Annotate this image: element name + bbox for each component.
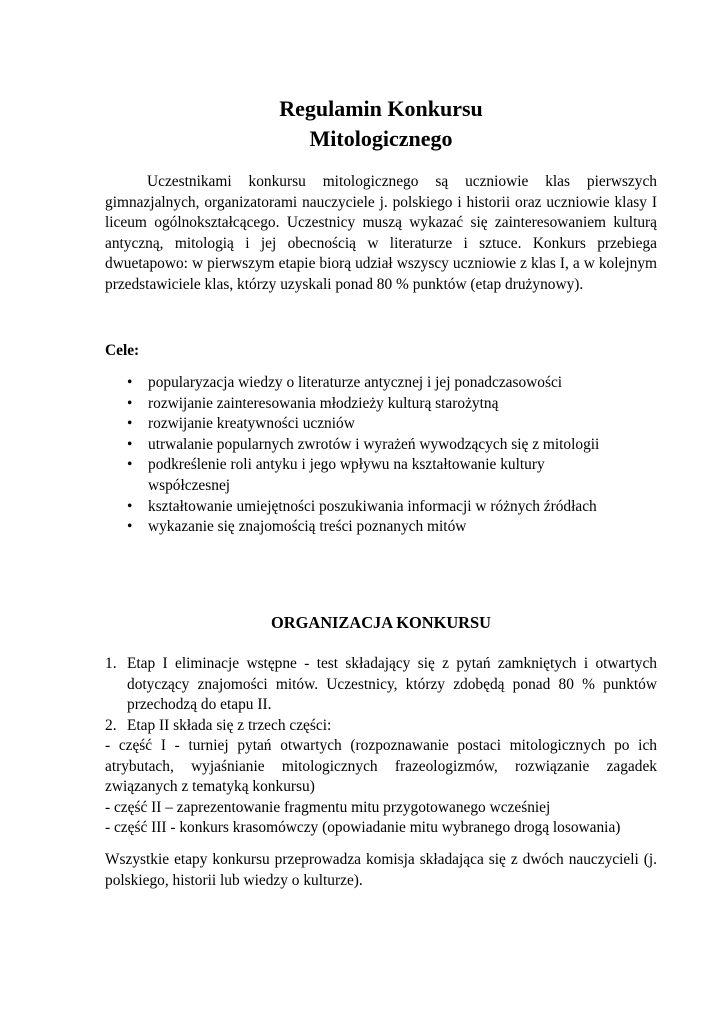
goals-list: [127, 373, 647, 538]
document-title: [105, 94, 657, 154]
closing-paragraph: Wszystkie etapy konkursu przeprowadza komisja składająca się z dwóch nauczycieli (j. polskiego, historii lub wiedzy o kulturze).: [105, 851, 657, 889]
bullet-icon: •: [127, 435, 133, 453]
intro-paragraph: Uczestnikami konkursu mitologicznego są uczniowie klas pierwszych gimnazjalnych, organizatorami nauczyciele j. polskiego i historii oraz uczniowie klasy I liceum ogólnokształcącego. Uczestnicy muszą wykazać się zainteresowaniem kulturą antyczną, mitologią i jej obecnością w literaturze i sztuce. Konkurs przebiega dwuetapowo: w pierwszym etapie biorą udział wszyscy uczniowie z klas I, a w kolejnym przedstawiciele klas, którzy uzyskali ponad 80 % punktów (etap drużynowy).: [105, 173, 657, 293]
goal-item: [127, 517, 647, 538]
organization-steps: [105, 654, 657, 839]
step-number: 2.: [105, 716, 117, 734]
bullet-icon: •: [127, 497, 133, 515]
step-item: [105, 654, 657, 716]
stage-part: - część III - konkurs krasomówczy (opowiadanie mitu wybranego drogą losowania): [105, 819, 621, 836]
goal-item: [127, 414, 647, 435]
bullet-icon: •: [127, 518, 133, 536]
step-text: Etap I eliminacje wstępne - test składający się z pytań zamkniętych i otwartych dotyczący znajomości mitów. Uczestnicy, którzy zdobędą ponad 80 % punktów przechodzą do etapu II.: [127, 655, 657, 713]
goal-text: popularyzacja wiedzy o literaturze antycznej i jej ponadczasowości: [148, 374, 563, 391]
title-line-2: Mitologicznego: [309, 126, 453, 151]
goal-item: [127, 455, 578, 496]
bullet-icon: •: [127, 374, 133, 391]
goal-text: rozwijanie zainteresowania młodzieży kulturą starożytną: [148, 394, 499, 412]
stage-part: - część II – zaprezentowanie fragmentu mitu przygotowanego wcześniej: [105, 798, 551, 816]
goal-text: wykazanie się znajomością treści poznanych mitów: [148, 518, 467, 536]
goal-text: rozwijanie kreatywności uczniów: [148, 415, 355, 433]
document-page: [105, 0, 657, 1024]
organization-heading: ORGANIZACJA KONKURSU: [271, 613, 491, 632]
bullet-icon: •: [127, 456, 133, 474]
goals-heading: Cele:: [105, 342, 140, 359]
step-number: 1.: [105, 655, 117, 672]
step-item: [105, 716, 657, 737]
title-line-1: Regulamin Konkursu: [279, 96, 483, 121]
goal-item: [127, 373, 647, 394]
bullet-icon: •: [127, 415, 133, 433]
bullet-icon: •: [127, 394, 133, 412]
goal-item: [127, 435, 647, 456]
goal-text: podkreślenie roli antyku i jego wpływu na kształtowanie kultury współczesnej: [148, 456, 545, 494]
goal-item: [127, 394, 647, 415]
goal-text: utrwalanie popularnych zwrotów i wyrażeń wywodzących się z mitologii: [148, 435, 600, 453]
step-text: Etap II składa się z trzech części:: [127, 716, 332, 734]
goal-text: kształtowanie umiejętności poszukiwania informacji w różnych źródłach: [148, 497, 597, 515]
goal-item: [127, 497, 647, 518]
stage-part: - część I - turniej pytań otwartych (rozpoznawanie postaci mitologicznych po ich atrybutach, wyjaśnianie mitologicznych frazeologizmów, rozwiązanie zagadek związanych z tematyką konkursu): [105, 737, 657, 795]
